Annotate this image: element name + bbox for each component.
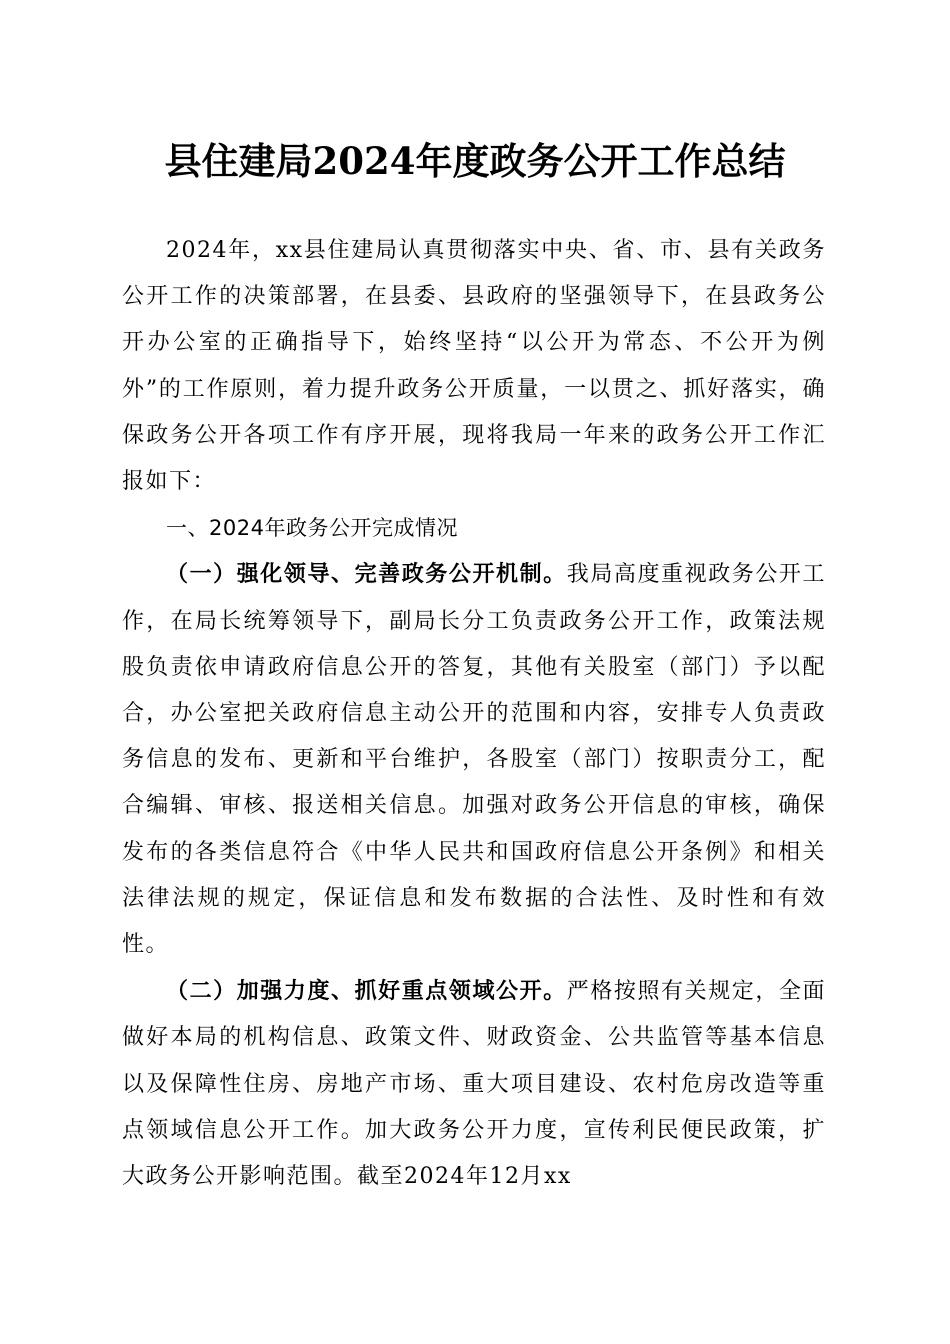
section-heading: 一、2024年政务公开完成情况 — [166, 516, 458, 541]
item-1-text: 我局高度重视政务公开工作，在局长统筹领导下，副局长分工负责政务公开工作，政策法规股负责依申请政府信息公开的答复，其他有关股室（部门）予以配合，办公室把关政府信息主动公开的范围和内容，安排专人负责政务信息的发布、更新和平台维护，各股室（部门）按职责分工，配合编辑、审核、报送相关信息。加强对政务公开信息的审核，确保发布的各类信息符合《中华人民共和国政府信息公开条例》和相关法律法规的规定，保证信息和发布数据的合法性、及时性和有效性。 — [122, 562, 826, 958]
item-2-paragraph — [122, 968, 826, 1200]
intro-paragraph: 2024年，xx县住建局认真贯彻落实中央、省、市、县有关政务公开工作的决策部署，在县委、县政府的坚强领导下，在县政务公开办公室的正确指导下，始终坚持“以公开为常态、不公开为例外”的工作原则，着力提升政务公开质量，一以贯之、抓好落实，确保政务公开各项工作有序开展，现将我局一年来的政务公开工作汇报如下： — [122, 238, 826, 495]
item-2-text: 严格按照有关规定，全面做好本局的机构信息、政策文件、财政资金、公共监管等基本信息以及保障性住房、房地产市场、重大项目建设、农村危房改造等重点领域信息公开工作。加大政务公开力度，宣传利民便民政策，扩大政务公开影响范围。截至2024年12月xx — [122, 979, 826, 1190]
document-title: 县住建局2024年度政务公开工作总结 — [164, 139, 786, 183]
item-2-lead: （二）加强力度、抓好重点领域公开。 — [166, 978, 567, 1005]
item-1-lead: （一）强化领导、完善政务公开机制。 — [166, 561, 567, 588]
item-1-paragraph — [122, 551, 826, 968]
document-body — [122, 228, 826, 1200]
